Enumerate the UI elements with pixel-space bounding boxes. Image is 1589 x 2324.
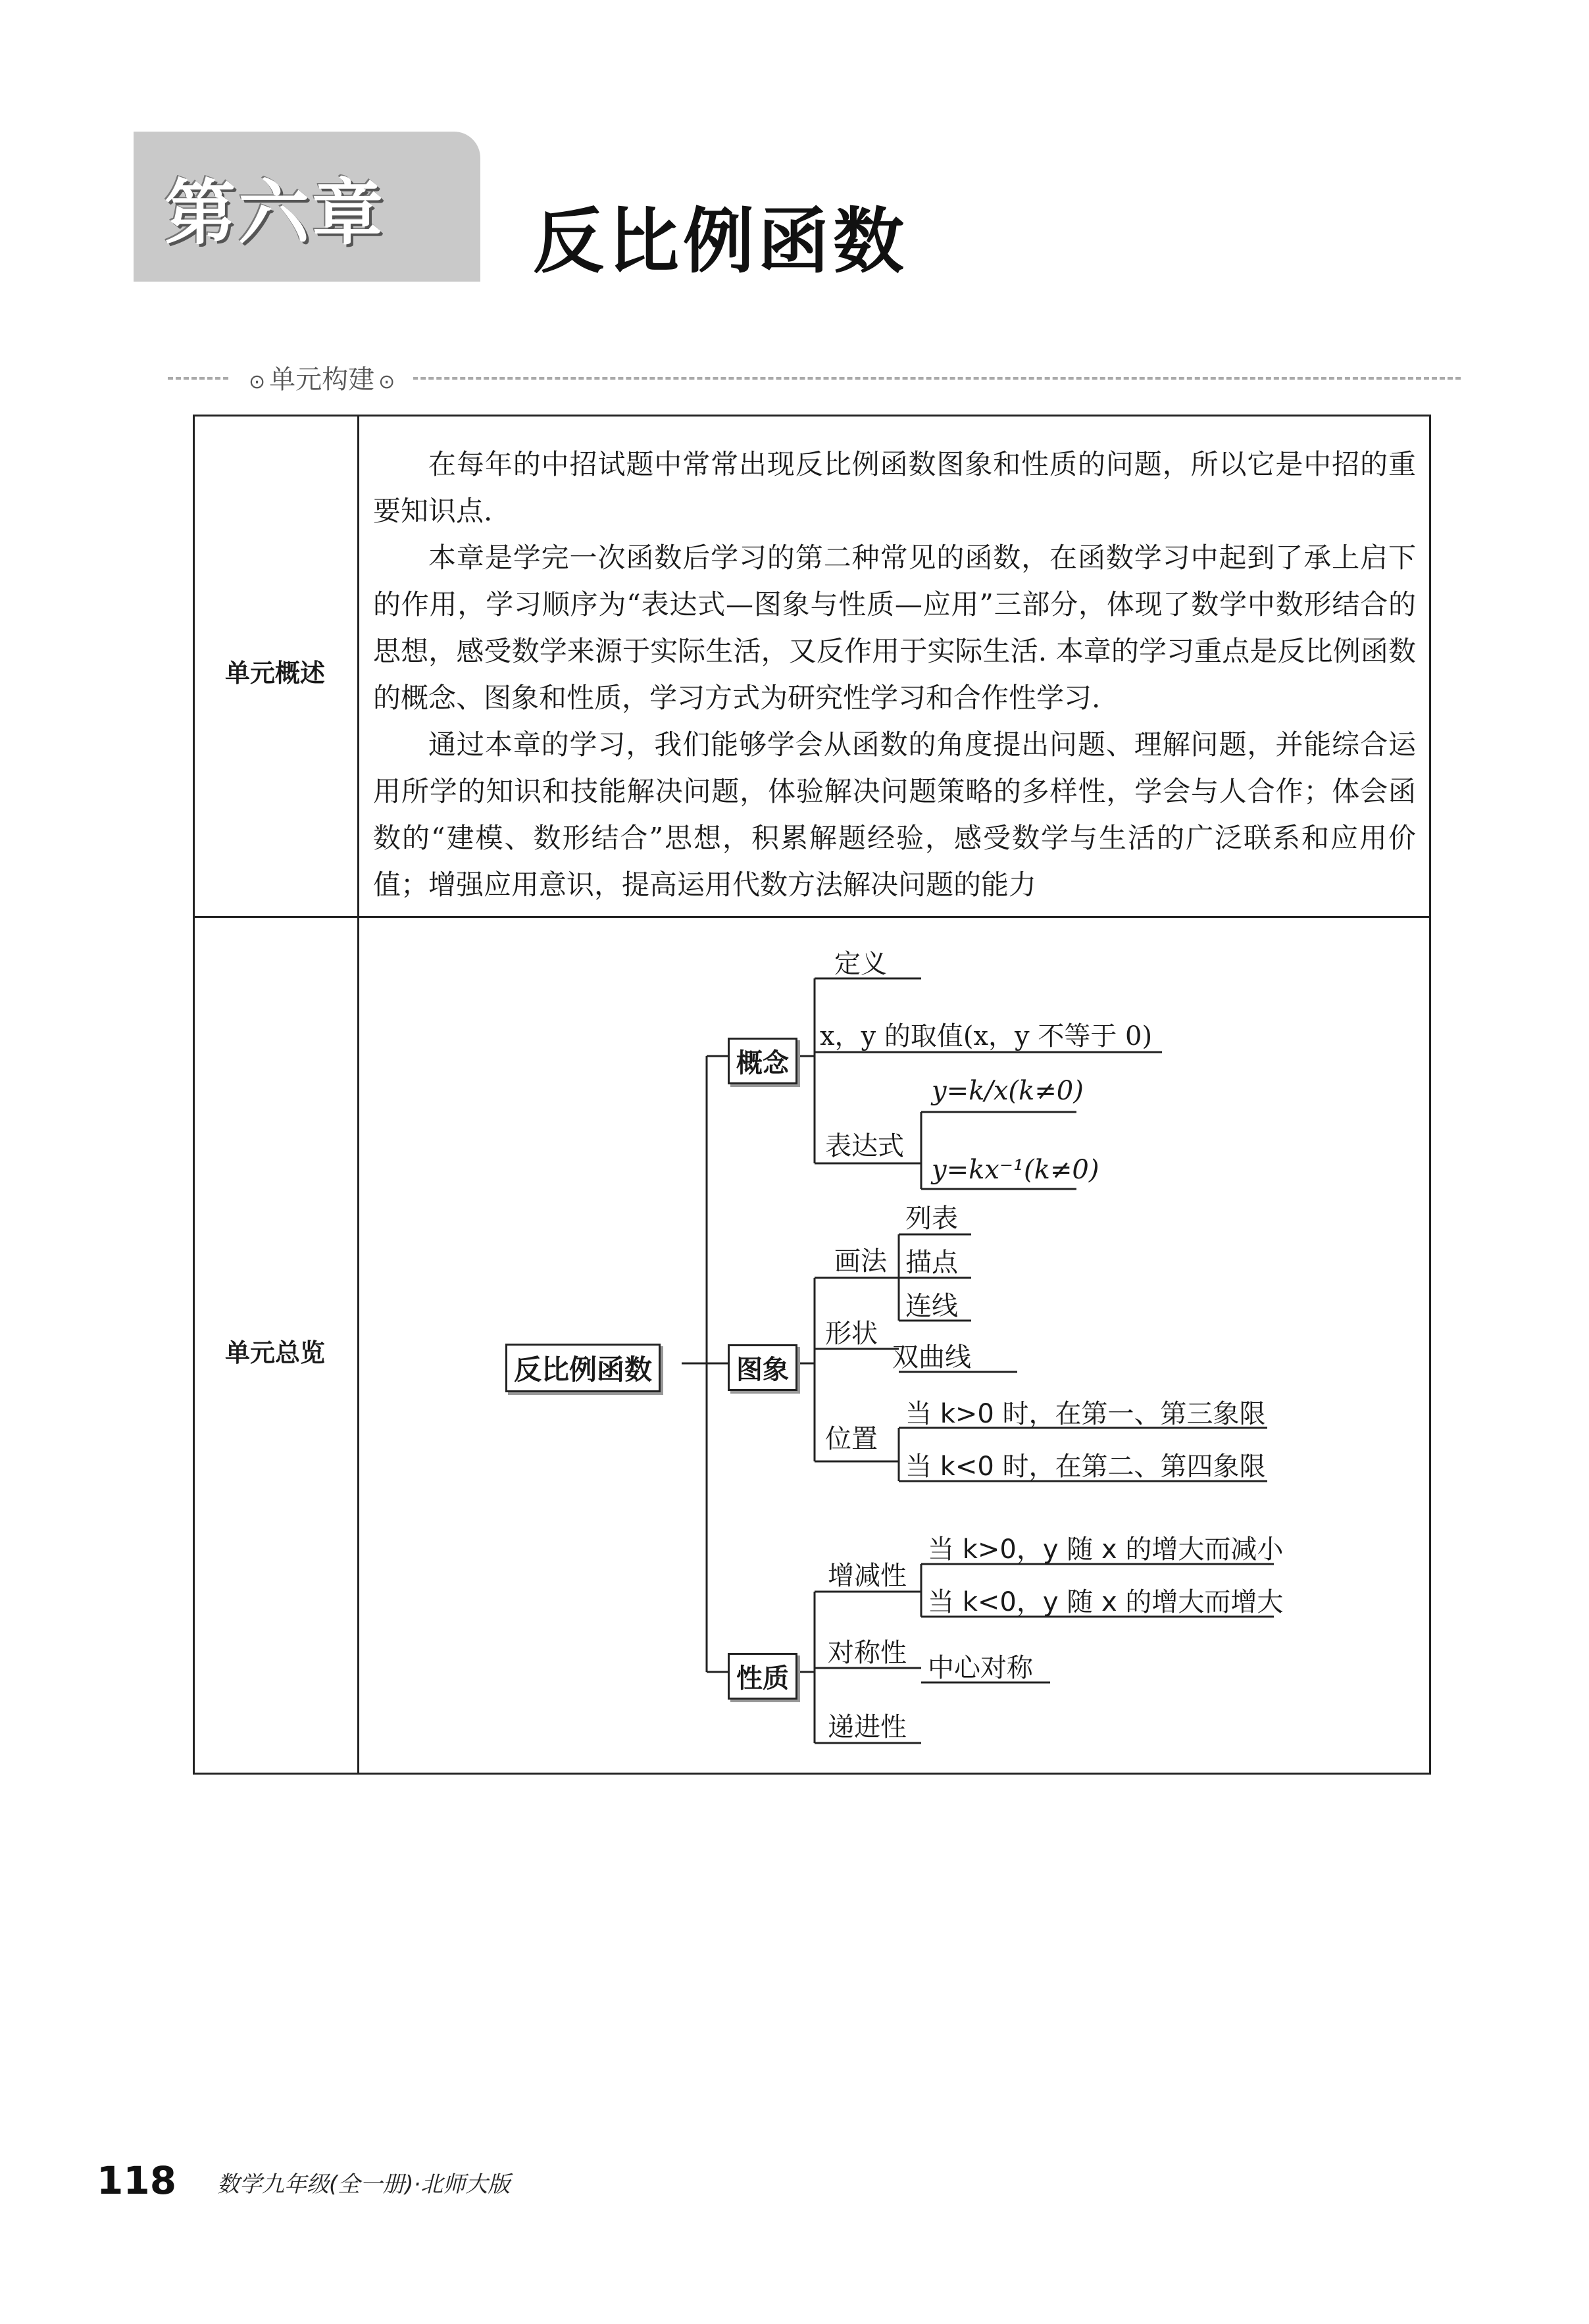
page-number: 118 [97, 2158, 177, 2203]
asymptotic-node: 递进性 [828, 1712, 907, 1742]
concept-node: 概念 [728, 1038, 797, 1084]
section-label: 单元构建 [269, 365, 375, 395]
overview-paragraph: 本章是学完一次函数后学习的第二种常见的函数，在函数学习中起到了承上启下的作用，学习顺序为“表达式—图象与性质—应用”三部分，体现了数学中数形结合的思想，感受数学来源于实际生活，又反作用于实际生活. 本章的学习重点是反比例函数的概念、图象和性质，学习方式为研究性学习和合作性学习. [373, 542, 1416, 714]
overview-paragraph: 通过本章的学习，我们能够学会从函数的角度提出问题、理解问题，并能综合运用所学的知识和技能解决问题，体验解决问题策略的多样性，学会与人合作；体会函数的“建模、数形结合”思想，积累解题经验，感受数学与生活的广泛联系和应用价值；增强应用意识，提高运用代数方法解决问题的能力 [373, 728, 1416, 901]
concept-map [359, 918, 1429, 1773]
overview-text [373, 441, 1416, 908]
range-node: x，y 的取值(x，y 不等于 0) [820, 1021, 1153, 1051]
root-node: 反比例函数 [505, 1344, 661, 1392]
shape-value: 双曲线 [892, 1342, 971, 1373]
method-item: 列表 [905, 1203, 958, 1234]
expression-inverse: y=k/x(k≠0) [932, 1076, 1084, 1106]
method-item: 连线 [905, 1291, 958, 1321]
overview-row-label: 单元概述 [224, 659, 325, 688]
summary-row-label: 单元总览 [224, 1338, 325, 1367]
symmetry-node: 对称性 [828, 1638, 907, 1668]
expression-power: y=kx⁻¹(k≠0) [932, 1155, 1099, 1185]
bullet-circle-icon: ⊙ [378, 370, 395, 393]
expression-node: 表达式 [825, 1131, 904, 1161]
position-node: 位置 [825, 1424, 878, 1454]
chapter-title: 反比例函数 [533, 201, 909, 283]
overview-paragraph: 在每年的中招试题中常常出现反比例函数图象和性质的问题，所以它是中招的重要知识点. [373, 448, 1416, 527]
chapter-label: 第六章 [164, 172, 386, 255]
symmetry-value: 中心对称 [928, 1653, 1033, 1683]
method-item: 描点 [905, 1248, 958, 1278]
bullet-circle-icon: ⊙ [249, 370, 266, 393]
monotonic-item: 当 k<0，y 随 x 的增大而增大 [928, 1587, 1284, 1617]
section-heading [230, 359, 413, 396]
method-node: 画法 [834, 1246, 887, 1276]
definition-node: 定义 [834, 949, 887, 979]
position-item: 当 k<0 时，在第二、第四象限 [905, 1452, 1266, 1482]
property-node: 性质 [728, 1653, 797, 1700]
monotonic-item: 当 k>0，y 随 x 的增大而减小 [928, 1534, 1284, 1565]
monotonic-node: 增减性 [828, 1561, 907, 1591]
shape-node: 形状 [825, 1319, 878, 1349]
book-title: 数学九年级(全一册)·北师大版 [217, 2171, 511, 2198]
graph-node: 图象 [728, 1344, 797, 1391]
position-item: 当 k>0 时，在第一、第三象限 [905, 1399, 1266, 1429]
